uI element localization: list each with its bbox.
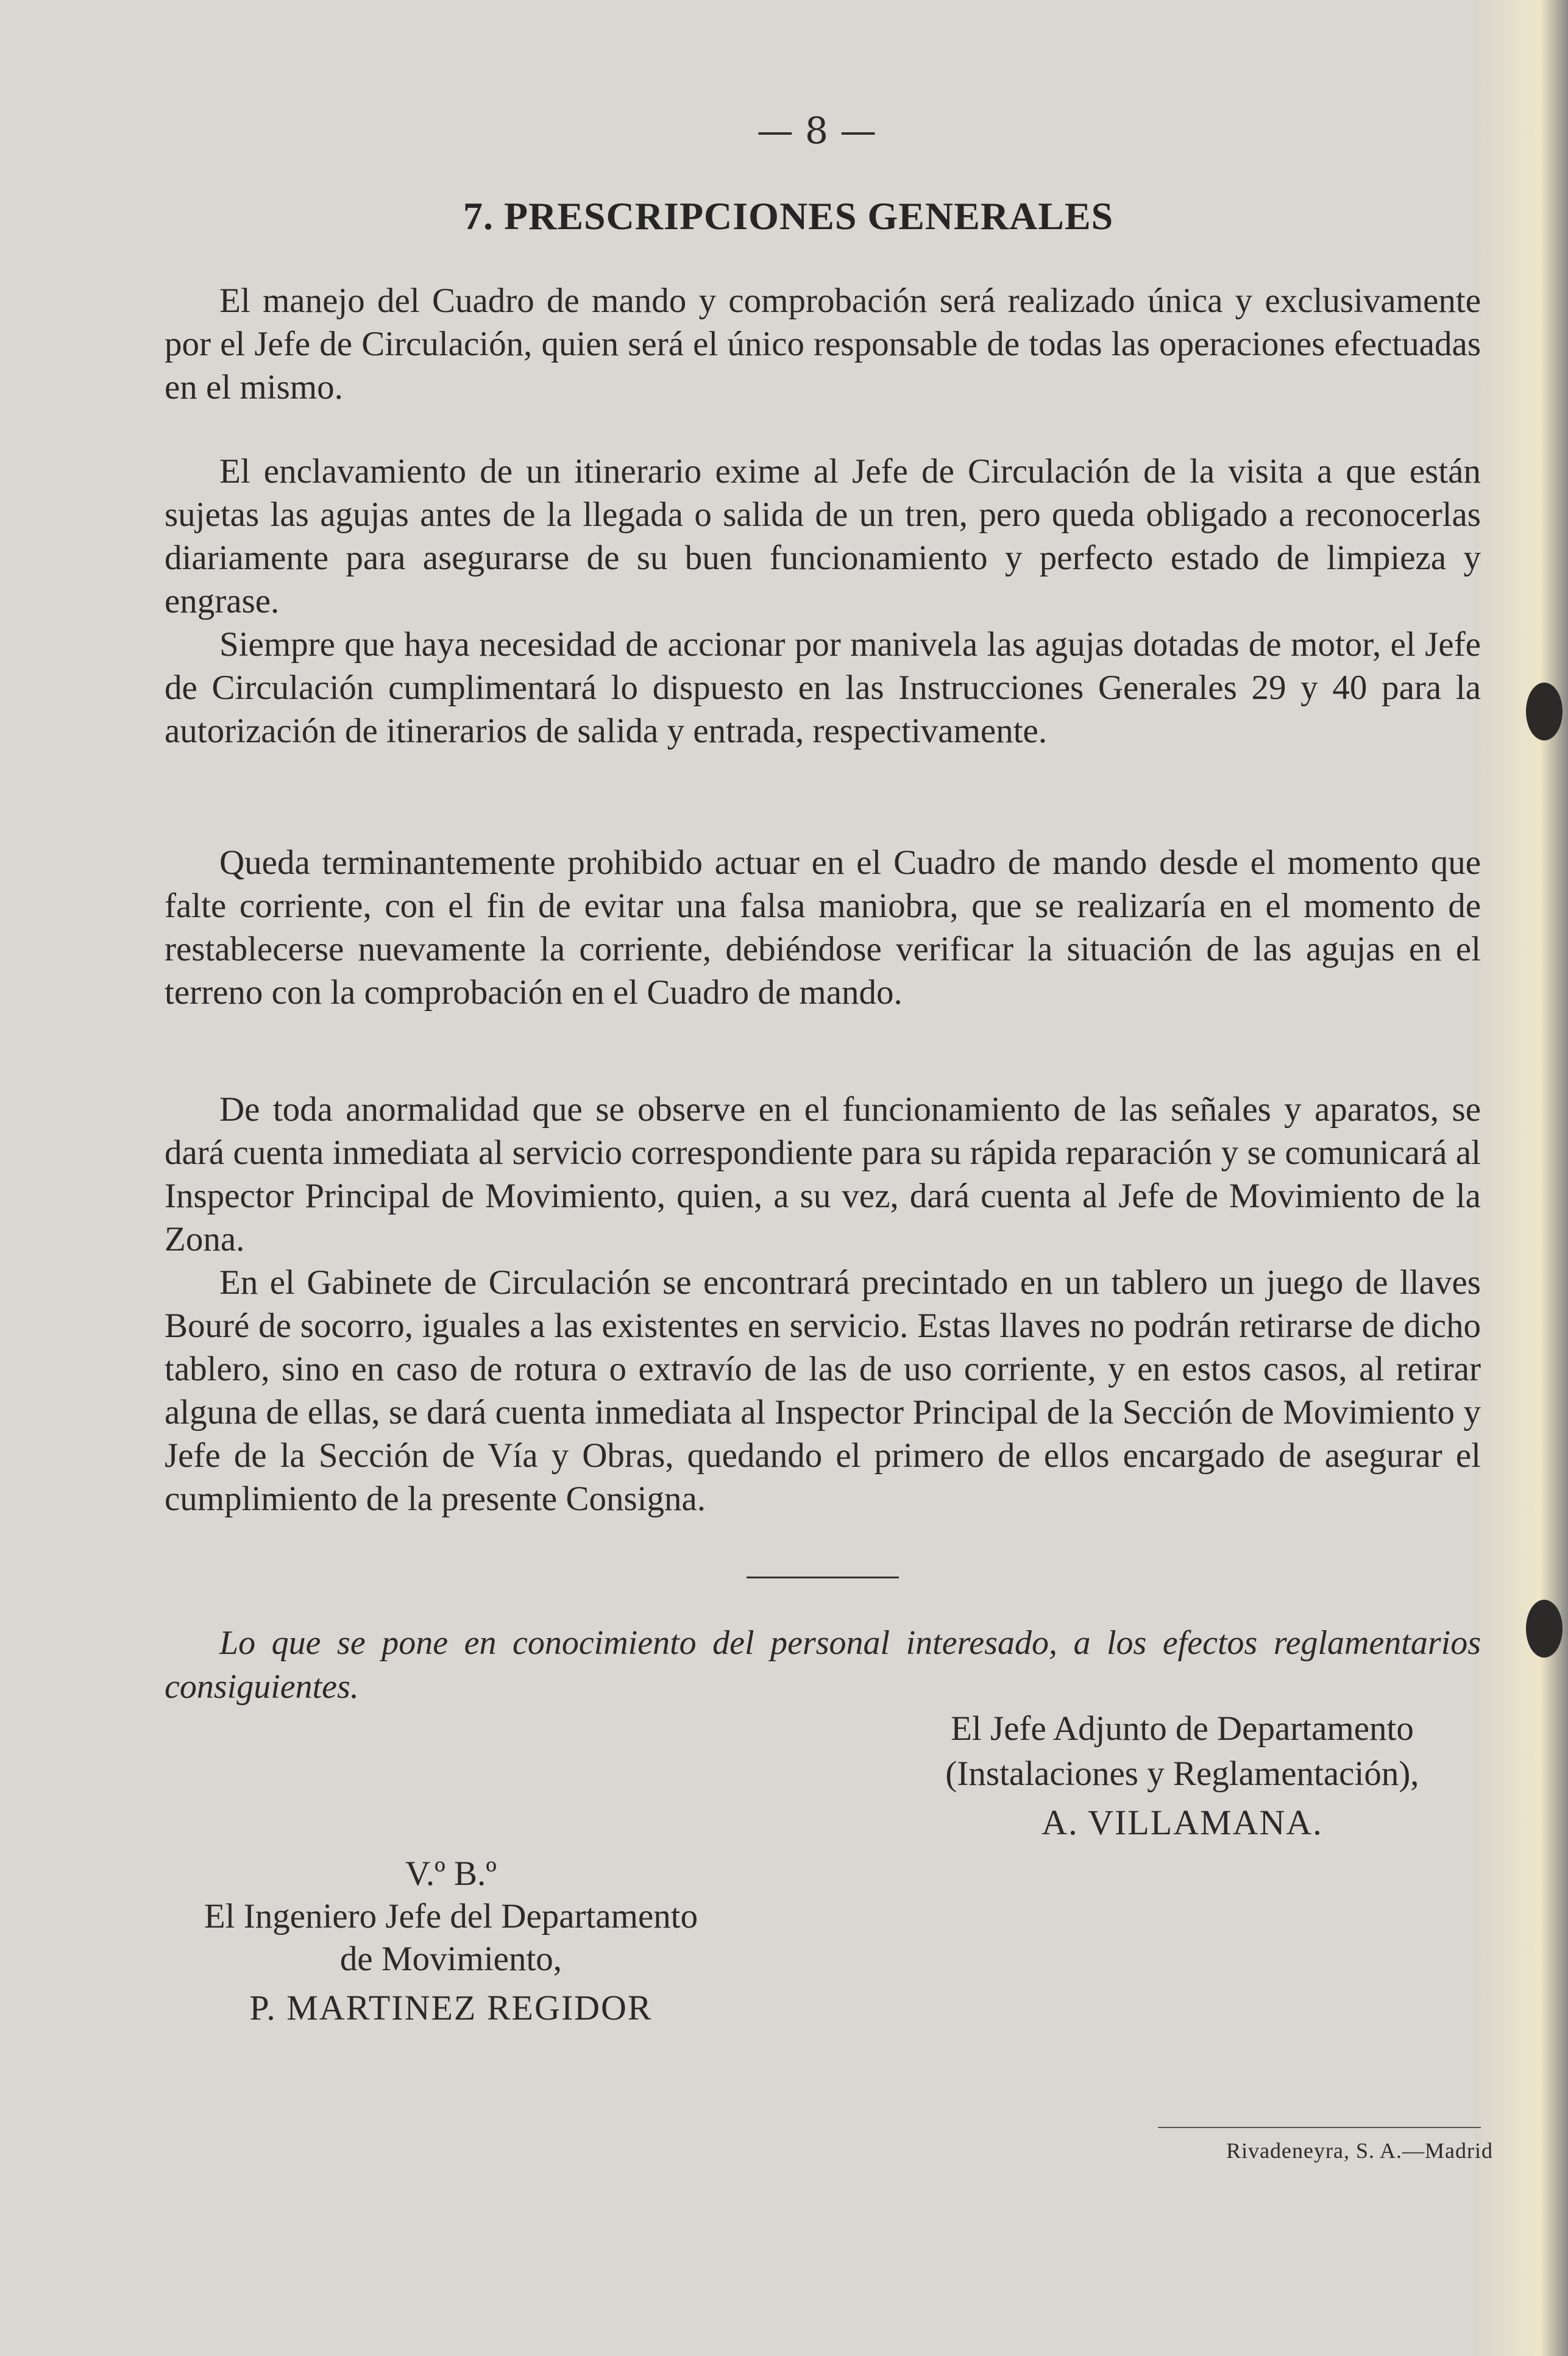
paragraph-block <box>165 279 1481 409</box>
closing-text: Lo que se pone en conocimiento del personal interesado, a los efectos reglamentarios consiguientes. <box>165 1624 1481 1706</box>
paragraph-block <box>165 841 1481 1014</box>
signer-department: de Movimiento, <box>339 1940 562 1978</box>
paragraph: El manejo del Cuadro de mando y comprobación será realizado única y exclusivamente por el Jefe de Circulación, quien será el único responsable de todas las operaciones efectuadas en el mismo. <box>165 282 1481 406</box>
section-title: 7. PRESCRIPCIONES GENERALES <box>463 194 1114 238</box>
printer-rule <box>1158 2127 1481 2128</box>
signer-department: (Instalaciones y Reglamentación), <box>945 1755 1419 1793</box>
paragraph: Queda terminantemente prohibido actuar en el Cuadro de mando desde el momento que falte corriente, con el fin de evitar una falsa maniobra, que se realizaría en el momento de restablecerse nuevamente la corriente, debiéndose verificar la situación de las agujas en el terreno con la comprobación en el Cuadro de mando. <box>165 843 1481 1012</box>
binding-hole <box>1526 1600 1563 1658</box>
paragraph: De toda anormalidad que se observe en el funcionamiento de las señales y aparatos, se dará cuenta inmediata al servicio correspondiente para su rápida reparación y se comunicará al Inspector Principal de Movimiento, quien, a su vez, dará cuenta al Jefe de Movimiento de la Zona. <box>165 1090 1481 1258</box>
printer-credit: Rivadeneyra, S. A.—Madrid <box>1226 2138 1493 2163</box>
signer-name: A. VILLAMANA. <box>1041 1803 1323 1842</box>
paragraph: En el Gabinete de Circulación se encontrará precintado en un tablero un juego de llaves Bouré de socorro, iguales a las existentes en servicio. Estas llaves no podrán retirarse de dicho tablero, sino en caso de rotura o extravío de las de uso corriente, y en estos casos, al retirar alguna de ellas, se dará cuenta inmediata al Inspector Principal de la Sección de Movimiento y Jefe de la Sección de Vía y Obras, quedando el primero de ellos encargado de asegurar el cumplimiento de la presente Consigna. <box>165 1263 1481 1518</box>
signature-block-right <box>878 1706 1487 1845</box>
paragraph-block <box>165 450 1481 753</box>
separator-rule <box>747 1577 899 1578</box>
signer-title: El Jefe Adjunto de Departamento <box>951 1709 1414 1748</box>
signature-block-left <box>146 1853 756 2029</box>
closing-statement <box>165 1621 1481 1709</box>
paragraph: Siempre que haya necesidad de accionar por manivela las agujas dotadas de motor, el Jefe de Circulación cumplimentará lo dispuesto en las Instrucciones Generales 29 y 40 para la autorización de itinerarios de salida y entrada, respectivamente. <box>165 625 1481 750</box>
paragraph-block <box>165 1088 1481 1520</box>
paragraph: El enclavamiento de un itinerario exime al Jefe de Circulación de la visita a que están sujetas las agujas antes de la llegada o salida de un tren, pero queda obligado a reconocerlas diariamente para asegurarse de su buen funcionamiento y perfecto estado de limpieza y engrase. <box>165 452 1481 620</box>
page-number: — 8 — <box>756 110 877 152</box>
signer-title: El Ingeniero Jefe del Departamento <box>204 1897 698 1936</box>
binding-hole <box>1526 683 1563 740</box>
page-edge <box>1475 0 1568 2356</box>
signer-name: P. MARTINEZ REGIDOR <box>249 1988 653 2028</box>
approval-mark: V.º B.º <box>405 1854 497 1893</box>
